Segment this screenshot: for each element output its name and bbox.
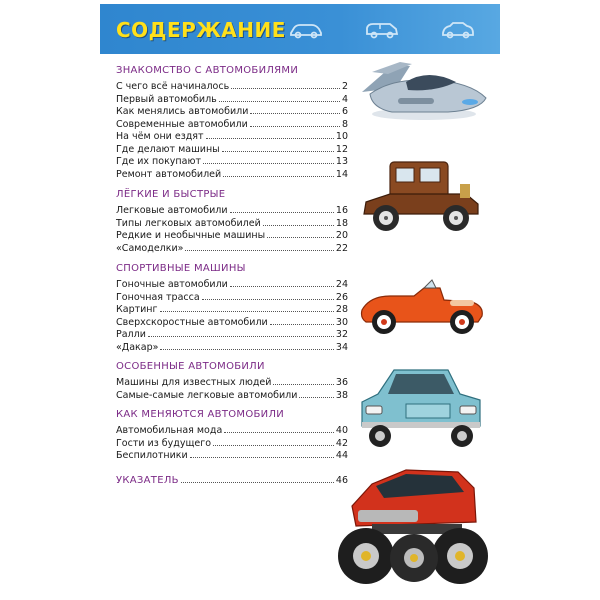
toc-label: Автомобильная мода — [116, 425, 223, 436]
toc-label: Ремонт автомобилей — [116, 168, 222, 180]
toc-page-number: 16 — [335, 205, 348, 216]
toc-label: Беспилотники — [116, 450, 188, 461]
toc-page-number: 20 — [335, 230, 348, 241]
toc-label: На чём они ездят — [116, 131, 204, 142]
section-title: ЗНАКОМСТВО С АВТОМОБИЛЯМИ — [116, 65, 299, 76]
toc-label: Гости из будущего — [116, 437, 212, 449]
toc-label: Ралли — [116, 329, 146, 340]
toc-page-number: 34 — [335, 341, 348, 353]
toc-entry[interactable] — [116, 303, 348, 316]
car-icon — [288, 20, 324, 40]
toc-entry[interactable] — [116, 93, 348, 106]
toc-page-number: 26 — [335, 291, 348, 303]
toc-label: «Дакар» — [116, 341, 159, 353]
toc-leader — [299, 389, 333, 398]
toc-label: Сверхскоростные автомобили — [116, 316, 268, 328]
toc-entry[interactable] — [116, 328, 348, 341]
toc-page-number: 13 — [335, 156, 348, 167]
section-title: ОСОБЕННЫЕ АВТОМОБИЛИ — [116, 361, 265, 372]
toc-page-number: 40 — [335, 425, 348, 436]
vintage-car-illustration — [356, 154, 486, 236]
toc-page-number: 32 — [335, 329, 348, 340]
toc-leader — [267, 229, 334, 238]
toc-entry[interactable] — [116, 278, 348, 291]
toc-label: Первый автомобиль — [116, 93, 217, 105]
toc-leader — [160, 303, 334, 312]
toc-label: Машины для известных людей — [116, 377, 272, 388]
toc-page-number: 36 — [335, 377, 348, 388]
toc-page-number: 28 — [335, 304, 348, 315]
toc-leader — [230, 204, 334, 213]
toc-leader — [148, 328, 334, 337]
toc-leader — [206, 130, 334, 139]
toc-leader — [219, 93, 340, 102]
toc-entry[interactable] — [116, 437, 348, 450]
toc-entry[interactable] — [116, 389, 348, 402]
section-special-cars — [116, 360, 348, 401]
toc-page-number: 2 — [341, 81, 348, 92]
toc-leader — [223, 168, 334, 177]
toc-page-number: 10 — [335, 131, 348, 142]
toc-entry[interactable] — [116, 474, 348, 488]
toc-label: Редкие и необычные машины — [116, 230, 266, 241]
toc-entry[interactable] — [116, 143, 348, 156]
toc-entry[interactable] — [116, 118, 348, 131]
section-changing-cars — [116, 408, 348, 462]
toc-leader — [231, 80, 340, 89]
toc-page-number: 6 — [341, 106, 348, 117]
toc-leader — [213, 437, 334, 446]
toc-entry[interactable] — [116, 105, 348, 118]
toc-entry[interactable] — [116, 376, 348, 389]
toc-leader — [203, 155, 334, 164]
section-title: СПОРТИВНЫЕ МАШИНЫ — [116, 263, 246, 274]
section-title: УКАЗАТЕЛЬ — [116, 475, 179, 486]
toc-label: Современные автомобили — [116, 118, 248, 130]
toc-leader — [160, 341, 333, 350]
sedan-car-illustration — [356, 364, 486, 450]
car-icon — [364, 20, 400, 40]
toc-page-number: 22 — [335, 242, 348, 254]
section-index — [116, 474, 348, 488]
toc-leader — [185, 242, 333, 251]
toc-leader — [270, 316, 334, 325]
toc-page-number: 30 — [335, 316, 348, 328]
toc-page-number: 44 — [335, 450, 348, 461]
toc-entry[interactable] — [116, 341, 348, 354]
toc-page-number: 18 — [335, 217, 348, 229]
toc-leader — [222, 143, 334, 152]
retro-roadster-illustration — [354, 274, 490, 340]
toc-entry[interactable] — [116, 449, 348, 462]
toc-page-number: 8 — [341, 118, 348, 130]
toc-label: «Самоделки» — [116, 242, 184, 254]
section-light-fast — [116, 188, 348, 254]
header-bar — [100, 4, 500, 54]
section-acquaintance — [116, 64, 348, 180]
concept-car-illustration — [352, 58, 492, 122]
toc-page-number: 38 — [335, 389, 348, 401]
toc-label: Картинг — [116, 304, 158, 315]
toc-entry[interactable] — [116, 155, 348, 168]
toc-entry[interactable] — [116, 217, 348, 230]
car-icon — [440, 20, 476, 40]
toc-label: С чего всё начиналось — [116, 81, 230, 92]
toc-page-number: 42 — [335, 437, 348, 449]
toc-label: Самые-самые легковые автомобили — [116, 389, 298, 401]
section-sport-cars — [116, 262, 348, 353]
toc-entry[interactable] — [116, 168, 348, 181]
toc-entry[interactable] — [116, 424, 348, 437]
toc-page-number: 4 — [341, 93, 348, 105]
monster-truck-illustration — [332, 458, 492, 592]
toc-entry[interactable] — [116, 291, 348, 304]
toc-page-number: 14 — [335, 168, 348, 180]
toc-label: Гоночные автомобили — [116, 279, 228, 290]
toc-entry[interactable] — [116, 130, 348, 143]
toc-label: Типы легковых автомобилей — [116, 217, 261, 229]
toc-page-number: 46 — [335, 475, 348, 486]
toc-label: Легковые автомобили — [116, 205, 228, 216]
toc-page-number: 24 — [335, 279, 348, 290]
page-title: СОДЕРЖАНИЕ — [116, 18, 286, 42]
toc-leader — [250, 118, 340, 127]
toc-leader — [190, 449, 334, 458]
toc-page-number: 12 — [335, 143, 348, 155]
toc-leader — [250, 105, 340, 114]
toc-leader — [273, 376, 333, 385]
toc-label: Где делают машины — [116, 143, 220, 155]
toc-label: Гоночная трасса — [116, 291, 200, 303]
section-title: ЛЁГКИЕ И БЫСТРЫЕ — [116, 189, 226, 200]
toc-entry[interactable] — [116, 229, 348, 242]
toc-entry[interactable] — [116, 80, 348, 93]
toc-leader — [181, 474, 334, 483]
toc-leader — [202, 291, 334, 300]
toc-leader — [230, 278, 334, 287]
book-page — [100, 4, 500, 596]
section-title: КАК МЕНЯЮТСЯ АВТОМОБИЛИ — [116, 409, 285, 420]
toc-entry[interactable] — [116, 316, 348, 329]
toc-leader — [263, 217, 334, 226]
toc-entry[interactable] — [116, 204, 348, 217]
toc-label: Как менялись автомобили — [116, 106, 249, 117]
toc-leader — [224, 424, 334, 433]
toc-entry[interactable] — [116, 242, 348, 255]
toc-label: Где их покупают — [116, 156, 201, 167]
